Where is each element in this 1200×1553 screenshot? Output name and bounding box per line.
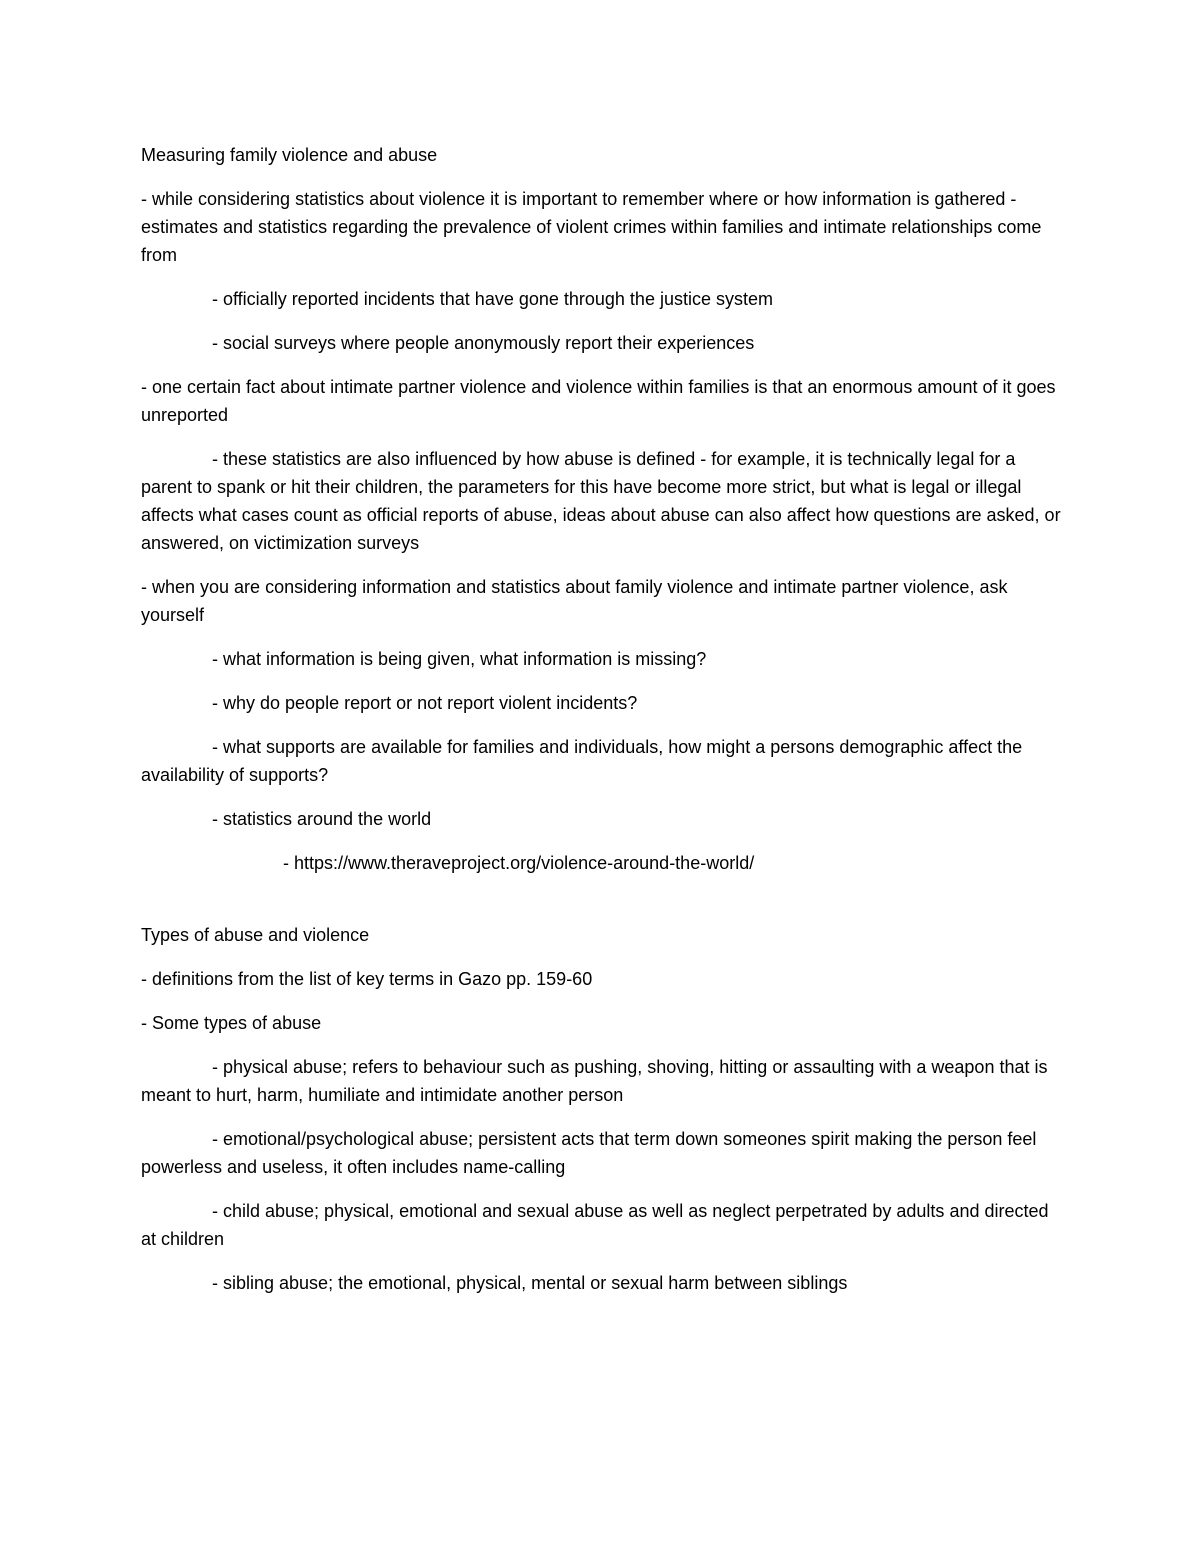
- paragraph: - child abuse; physical, emotional and sexual abuse as well as neglect perpetrated by adults and directed at children: [141, 1201, 1049, 1249]
- paragraph: - definitions from the list of key terms in Gazo pp. 159-60: [141, 969, 593, 989]
- paragraph: - these statistics are also influenced by how abuse is defined - for example, it is technically legal for a parent to spank or hit their children, the parameters for this have become more strict, but what is legal or illegal affects what cases count as official reports of abuse, ideas about abuse can also affect how questions are asked, or answered, on victimization surveys: [141, 449, 1061, 553]
- link-text: - https://www.theraveproject.org/violence-around-the-world/: [283, 853, 755, 873]
- document-body: [141, 141, 1061, 1313]
- paragraph: - sibling abuse; the emotional, physical, mental or sexual harm between siblings: [212, 1273, 848, 1293]
- blank-line: [141, 893, 1061, 921]
- section-heading: Measuring family violence and abuse: [141, 145, 438, 165]
- paragraph: - why do people report or not report violent incidents?: [212, 693, 638, 713]
- paragraph: - physical abuse; refers to behaviour such as pushing, shoving, hitting or assaulting with a weapon that is meant to hurt, harm, humiliate and intimidate another person: [141, 1057, 1048, 1105]
- paragraph: - what information is being given, what information is missing?: [212, 649, 707, 669]
- paragraph: - what supports are available for families and individuals, how might a persons demographic affect the availability of supports?: [141, 737, 1023, 785]
- paragraph: - Some types of abuse: [141, 1013, 322, 1033]
- paragraph: - while considering statistics about violence it is important to remember where or how information is gathered - estimates and statistics regarding the prevalence of violent crimes within families and intimate relationships come from: [141, 189, 1042, 265]
- paragraph: - emotional/psychological abuse; persistent acts that term down someones spirit making the person feel powerless and useless, it often includes name-calling: [141, 1129, 1037, 1177]
- paragraph: - one certain fact about intimate partner violence and violence within families is that an enormous amount of it goes unreported: [141, 377, 1056, 425]
- paragraph: - when you are considering information and statistics about family violence and intimate partner violence, ask yourself: [141, 577, 1008, 625]
- paragraph: - officially reported incidents that have gone through the justice system: [212, 289, 773, 309]
- section-heading: Types of abuse and violence: [141, 925, 370, 945]
- paragraph: - social surveys where people anonymously report their experiences: [212, 333, 755, 353]
- paragraph: - statistics around the world: [212, 809, 432, 829]
